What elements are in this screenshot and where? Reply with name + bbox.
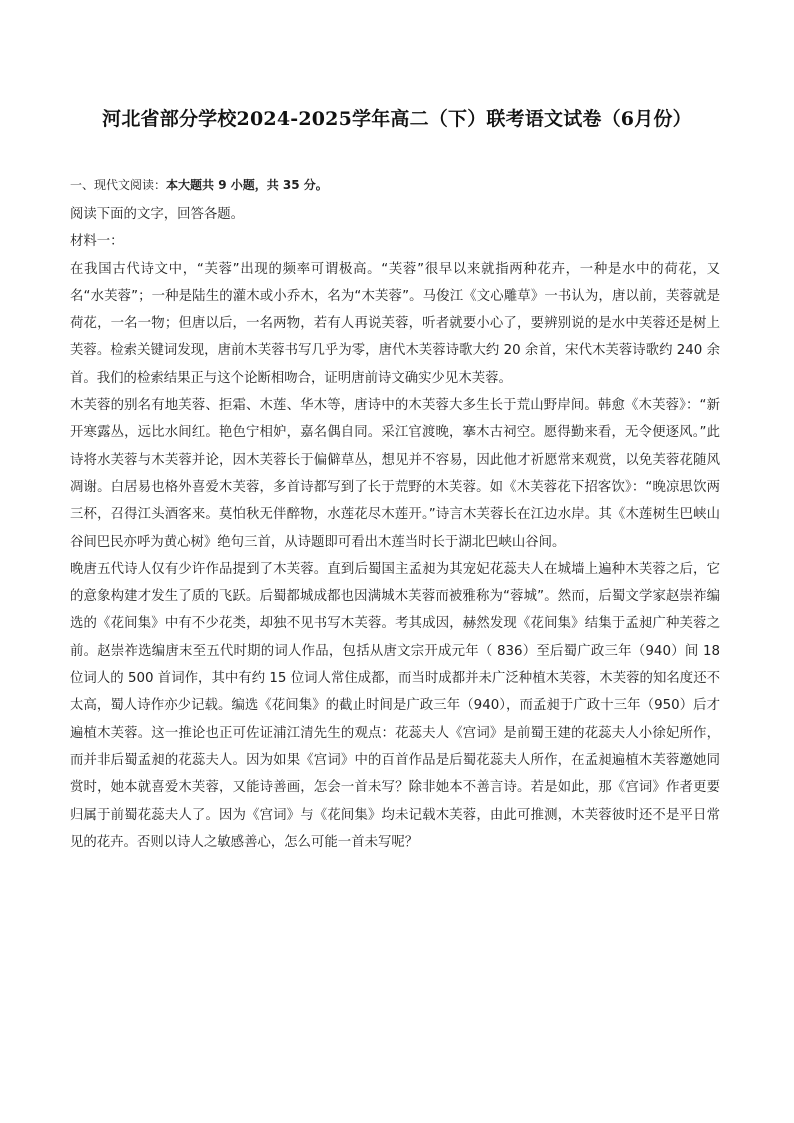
paragraph-3: 晚唐五代诗人仅有少许作品提到了木芙蓉。直到后蜀国主孟昶为其宠妃花蕊夫人在城墙上遍种木芙蓉之后，它的意象构建才发生了质的飞跃。后蜀都城成都也因满城木芙蓉而被雅称为“蓉城”。然而，后蜀文学家赵崇祚编选的《花间集》中有不少花类，却独不见书写木芙蓉。考其成因，赫然发现《花间集》结集于孟昶广种芙蓉之前。赵崇祚选编唐末至五代时期的词人作品，包括从唐文宗开成元年（ 836）至后蜀广政三年（940）间 18 位词人的 500 首词作，其中有约 15 位词人常住成都，而当时成都并未广泛种植木芙蓉，木芙蓉的知名度还不太高，蜀人诗作亦少记载。编选《花间集》的截止时间是广政三年（940），而孟昶于广政十三年（950）后才遍植木芙蓉。这一推论也正可佐证浦江清先生的观点：花蕊夫人《宫词》是前蜀王建的花蕊夫人小徐妃所作，而并非后蜀孟昶的花蕊夫人。因为如果《宫词》中的百首作品是后蜀花蕊夫人所作，在孟昶遍植木芙蓉邀她同赏时，她本就喜爱木芙蓉，又能诗善画，怎会一首未写？除非她本不善言诗。若是如此，那《宫词》作者更要归属于前蜀花蕊夫人了。因为《宫词》与《花间集》均未记载木芙蓉，由此可推测，木芙蓉彼时还不是平日常见的花卉。否则以诗人之敏感善心，怎么可能一首未写呢？: [70, 561, 720, 850]
exam-title: 河北省部分学校2024-2025学年高二（下）联考语文试卷（6月份）: [102, 108, 692, 130]
section-heading: [70, 172, 720, 198]
exam-content: [70, 172, 720, 856]
reading-instruction: 阅读下面的文字，回答各题。: [70, 207, 245, 222]
paragraph-1: 在我国古代诗文中，“芙蓉”出现的频率可谓极高。“芙蓉”很早以来就指两种花卉，一种是水中的荷花，又名“水芙蓉”；一种是陆生的灌木或小乔木，名为“木芙蓉”。马俊江《文心雕草》一书认为，唐以前，芙蓉就是荷花，一名一物；但唐以后，一名两物，若有人再说芙蓉，听者就要小心了，要辨别说的是水中芙蓉还是树上芙蓉。检索关键词发现，唐前木芙蓉书写几乎为零，唐代木芙蓉诗歌大约 20 余首，宋代木芙蓉诗歌约 240 余首。我们的检索结果正与这个论断相吻合，证明唐前诗文确实少见木芙蓉。: [70, 261, 720, 386]
section-heading-prefix: 一、现代文阅读：: [70, 178, 167, 192]
section-heading-detail: 本大题共 9 小题，共 35 分。: [166, 178, 328, 192]
paragraph-2: 木芙蓉的别名有地芙蓉、拒霜、木莲、华木等，唐诗中的木芙蓉大多生长于荒山野岸间。韩愈《木芙蓉》：“新开寒露丛，远比水间红。艳色宁相妒，嘉名偶自同。采江官渡晚，搴木古祠空。愿得勤来看，无令便逐风。”此诗将水芙蓉与木芙蓉并论，因木芙蓉长于偏僻草丛，想见并不容易，因此他才祈愿常来观赏，以免芙蓉花随风凋谢。白居易也格外喜爱木芙蓉，多首诗都写到了长于荒野的木芙蓉。如《木芙蓉花下招客饮》：“晚凉思饮两三杯，召得江头酒客来。莫怕秋无伴醉物，水莲花尽木莲开。”诗言木芙蓉长在江边水岸。其《木莲树生巴峡山谷间巴民亦呼为黄心树》绝句三首，从诗题即可看出木莲当时长于湖北巴峡山谷间。: [70, 398, 720, 550]
material-label: 材料一：: [70, 234, 124, 250]
